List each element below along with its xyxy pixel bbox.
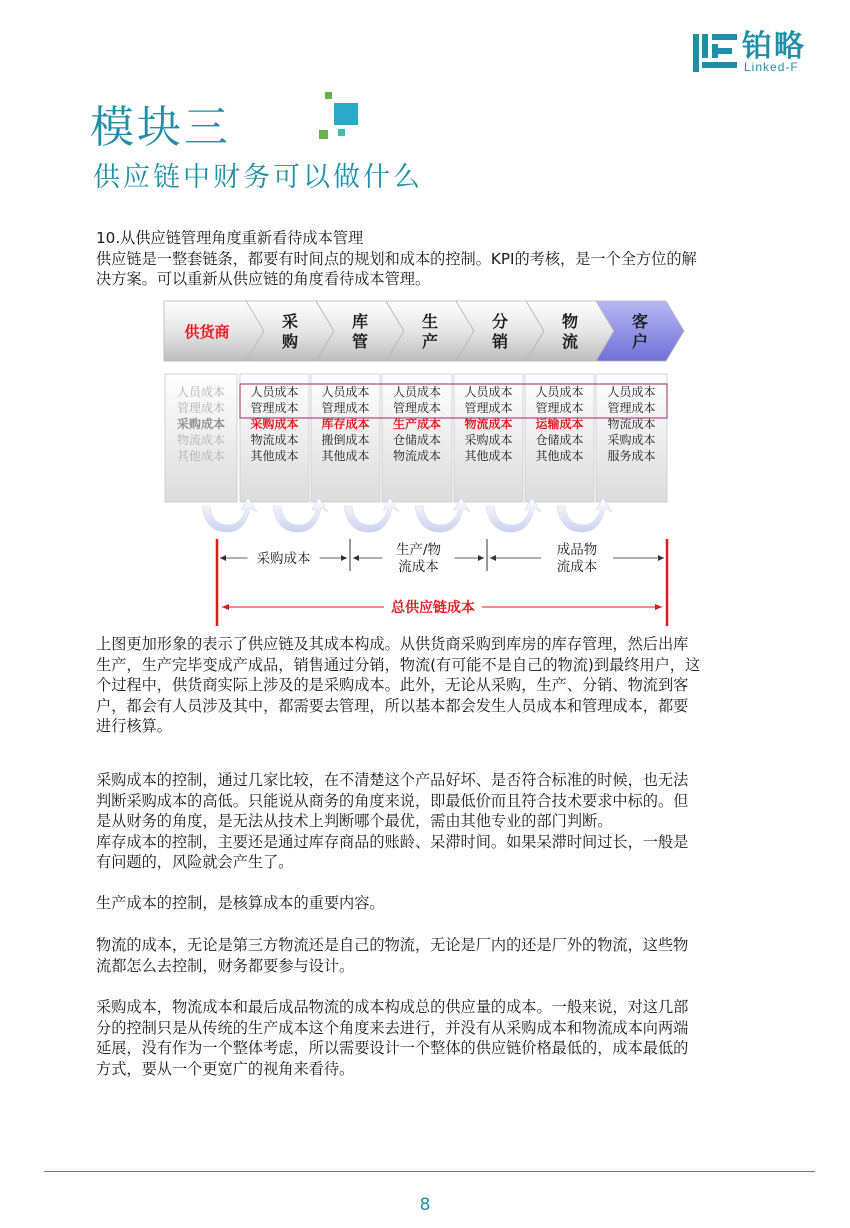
stage-label: 流 (561, 332, 579, 351)
flow-curve-arrow (344, 498, 399, 532)
paragraph-line: 分的控制只是从传统的生产成本这个角度来去进行，并没有从采购成本和物流成本向两端 (96, 1018, 689, 1037)
cost-item: 服务成本 (607, 449, 656, 463)
paragraph-line: 库存成本的控制，主要还是通过库存商品的账龄、呆滞时间。如果呆滞时间过长，一般是 (96, 832, 689, 851)
stage-label: 采 (281, 312, 299, 331)
flow-curve-arrow (202, 498, 257, 532)
cost-item: 采购成本 (607, 433, 656, 447)
cost-column-5 (454, 374, 523, 502)
decor-square-teal (338, 129, 345, 136)
cost-item: 采购成本 (250, 417, 299, 431)
cost-item: 采购成本 (464, 433, 513, 447)
span-label: 流成本 (556, 559, 598, 575)
cost-item: 物流成本 (250, 433, 299, 447)
paragraph-line: 上图更加形象的表示了供应链及其成本构成。从供货商采购到库房的库存管理，然后出库 (96, 635, 689, 653)
cost-item: 管理成本 (176, 401, 226, 415)
decor-square-small (325, 92, 332, 99)
cost-item: 仓储成本 (535, 433, 584, 447)
paragraph-line: 判断采购成本的高低。只能说从商务的角度来说，即最低价而且符合技术要求中标的。但 (96, 791, 689, 810)
cost-item: 采购成本 (176, 417, 226, 431)
cost-item: 仓储成本 (392, 433, 442, 447)
logo-mark-icon (693, 34, 737, 72)
paragraph-line: 生产成本的控制，是核算成本的重要内容。 (96, 894, 385, 912)
logo-text: 铂略 (742, 29, 806, 64)
flow-curve-shape (202, 498, 257, 532)
paragraph-5 (96, 997, 786, 1079)
page-subtitle: 供应链中财务可以做什么 (93, 162, 423, 193)
cost-item: 管理成本 (392, 401, 442, 415)
flow-curve-arrow (486, 498, 541, 532)
paragraph-line: 延展，没有作为一个整体考虑，所以需要设计一个整体的供应链价格最低的，成本最低的 (96, 1039, 689, 1057)
cost-item: 人员成本 (250, 385, 299, 399)
paragraph-4 (96, 935, 786, 976)
total-label: 总供应链成本 (391, 600, 475, 616)
stage-label: 供货商 (184, 323, 230, 341)
stage-label: 管 (351, 332, 369, 351)
intro-section (96, 228, 786, 290)
cost-item: 管理成本 (535, 401, 584, 415)
cost-column-6 (525, 374, 594, 502)
cost-item: 物流成本 (607, 417, 656, 431)
stage-label: 产 (421, 332, 439, 351)
span-2 (353, 540, 484, 576)
cost-item: 其他成本 (176, 449, 226, 463)
intro-heading: 10.从供应链管理角度重新看待成本管理 (96, 229, 364, 247)
cost-item: 管理成本 (607, 401, 656, 415)
intro-line: 决方案。可以重新从供应链的角度看待成本管理。 (96, 270, 431, 288)
supply-chain-diagram (162, 296, 692, 631)
cost-item: 管理成本 (464, 401, 513, 415)
cost-item: 人员成本 (176, 385, 226, 399)
flow-curve-shape (273, 498, 328, 532)
decor-square-green (319, 130, 328, 139)
stage-label: 物 (561, 312, 579, 331)
cost-item: 管理成本 (321, 401, 370, 415)
cost-item: 生产成本 (392, 417, 442, 431)
span-label: 流成本 (398, 559, 439, 575)
span-3 (490, 540, 664, 576)
cost-item: 管理成本 (250, 401, 299, 415)
paragraph-line: 方式，要从一个更宽广的视角来看待。 (96, 1059, 355, 1078)
cost-item: 其他成本 (535, 449, 584, 463)
cost-item: 运输成本 (535, 417, 584, 431)
cost-item: 人员成本 (392, 385, 442, 399)
footer-divider (44, 1171, 815, 1172)
cost-item: 物流成本 (392, 449, 442, 463)
stage-label: 库 (351, 312, 369, 331)
span-label: 生产/物 (395, 542, 442, 558)
paragraph-3 (96, 893, 786, 914)
stage-label: 销 (491, 332, 509, 351)
flow-curve-arrow (557, 498, 612, 532)
cost-item: 库存成本 (321, 417, 370, 431)
paragraph-line: 户，都会有人员涉及其中，都需要去管理，所以基本都会发生人员成本和管理成本，都要 (96, 696, 689, 715)
paragraph-line: 物流的成本，无论是第三方物流还是自己的物流，无论是厂内的还是厂外的物流，这些物 (96, 936, 689, 954)
flow-curve-shape (486, 498, 541, 532)
flow-curve-arrow (273, 498, 328, 532)
stage-label: 生 (421, 312, 439, 331)
cost-item: 其他成本 (250, 449, 299, 463)
cost-item: 人员成本 (607, 385, 656, 399)
cost-item: 物流成本 (464, 417, 513, 431)
paragraph-2 (96, 770, 786, 873)
cost-column-7 (596, 374, 667, 502)
paragraph-line: 进行核算。 (96, 717, 172, 735)
flow-curve-shape (415, 498, 470, 532)
paragraph-line: 生产，生产完毕变成产成品，销售通过分销，物流(有可能不是自己的物流)到最终用户，这 (96, 655, 701, 674)
cost-item: 人员成本 (535, 385, 584, 399)
cost-column-3 (311, 374, 380, 502)
cost-column-1 (165, 374, 237, 502)
page-title: 模块三 (90, 102, 231, 153)
cost-item: 人员成本 (321, 385, 370, 399)
stage-label: 客 (631, 312, 649, 331)
page-number: 8 (419, 1195, 431, 1215)
cost-item: 搬倒成本 (321, 433, 370, 447)
cost-column-2 (240, 374, 309, 502)
stage-label: 分 (491, 312, 509, 331)
cost-item: 其他成本 (464, 449, 513, 463)
cost-column-4 (382, 374, 452, 502)
paragraph-line: 流都怎么去控制，财务都要参与设计。 (96, 956, 355, 975)
stage-label: 购 (281, 332, 299, 351)
total-cost-span (222, 597, 662, 617)
flow-curve-shape (344, 498, 399, 532)
paragraph-line: 采购成本，物流成本和最后成品物流的成本构成总的供应量的成本。一般来说，对这几部 (96, 998, 689, 1016)
decor-square-large (334, 103, 358, 125)
intro-line: 供应链是一整套链条，都要有时间点的规划和成本的控制。KPI的考核，是一个全方位的解 (96, 249, 697, 268)
span-label: 采购成本 (256, 551, 311, 567)
paragraph-line: 采购成本的控制，通过几家比较，在不清楚这个产品好坏、是否符合标准的时候，也无法 (96, 771, 689, 789)
paragraph-line: 个过程中，供货商实际上涉及的是采购成本。此外，无论从采购，生产、分销、物流到客 (96, 676, 689, 694)
cost-item: 人员成本 (464, 385, 513, 399)
cost-item: 其他成本 (321, 449, 370, 463)
stage-label: 户 (631, 332, 649, 351)
span-1 (220, 548, 347, 568)
logo-subtext: Linked-F (744, 60, 799, 74)
span-label: 成品物 (556, 542, 598, 558)
paragraph-line: 有问题的，风险就会产生了。 (96, 853, 294, 871)
flow-curve-shape (557, 498, 612, 532)
cost-item: 物流成本 (176, 433, 226, 447)
flow-curve-arrow (415, 498, 470, 532)
paragraph-line: 是从财务的角度，是无法从技术上判断哪个最优，需由其他专业的部门判断。 (96, 812, 613, 830)
paragraph-1 (96, 634, 786, 737)
